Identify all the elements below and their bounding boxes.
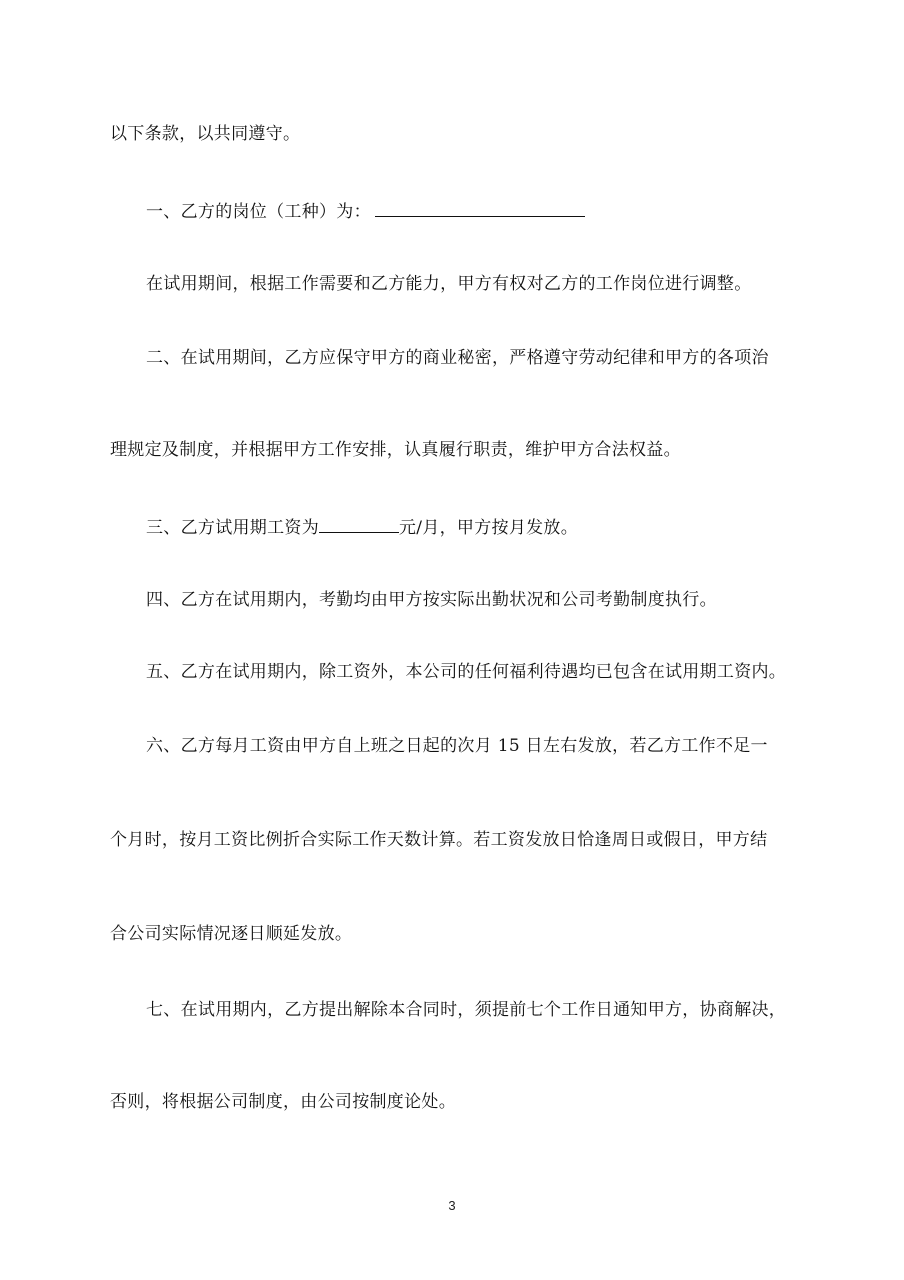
position-blank-field [375, 198, 585, 217]
text-line-13: 否则，将根据公司制度，由公司按制度论处。 [110, 1092, 456, 1112]
text-line-9: 六、乙方每月工资由甲方自上班之日起的次月 15 日左右发放，若乙方工作不足一 [146, 736, 768, 756]
text-line-11: 合公司实际情况逐日顺延发放。 [110, 924, 353, 944]
text-line-5: 理规定及制度，并根据甲方工作安排，认真履行职责，维护甲方合法权益。 [110, 440, 681, 460]
text-line-8: 五、乙方在试用期内，除工资外，本公司的任何福利待遇均已包含在试用期工资内。 [146, 662, 787, 682]
text-line-2 [146, 198, 585, 222]
position-clause-label: 一、乙方的岗位（工种）为： [146, 202, 371, 222]
page-number: 3 [448, 1198, 456, 1213]
text-line-3: 在试用期间，根据工作需要和乙方能力，甲方有权对乙方的工作岗位进行调整。 [146, 274, 752, 294]
salary-clause-label: 三、乙方试用期工资为 [146, 518, 319, 538]
text-line-7: 四、乙方在试用期内，考勤均由甲方按实际出勤状况和公司考勤制度执行。 [146, 590, 717, 610]
text-line-12: 七、在试用期内，乙方提出解除本合同时，须提前七个工作日通知甲方，协商解决， [146, 1000, 787, 1020]
text-line-10: 个月时，按月工资比例折合实际工作天数计算。若工资发放日恰逢周日或假日，甲方结 [110, 830, 768, 850]
text-line-4: 二、在试用期间，乙方应保守甲方的商业秘密，严格遵守劳动纪律和甲方的各项治 [146, 348, 769, 368]
salary-clause-suffix: 元/月，甲方按月发放。 [399, 518, 579, 538]
salary-blank-field [319, 514, 399, 533]
text-line-6 [146, 514, 578, 538]
text-line-1: 以下条款，以共同遵守。 [110, 124, 301, 144]
